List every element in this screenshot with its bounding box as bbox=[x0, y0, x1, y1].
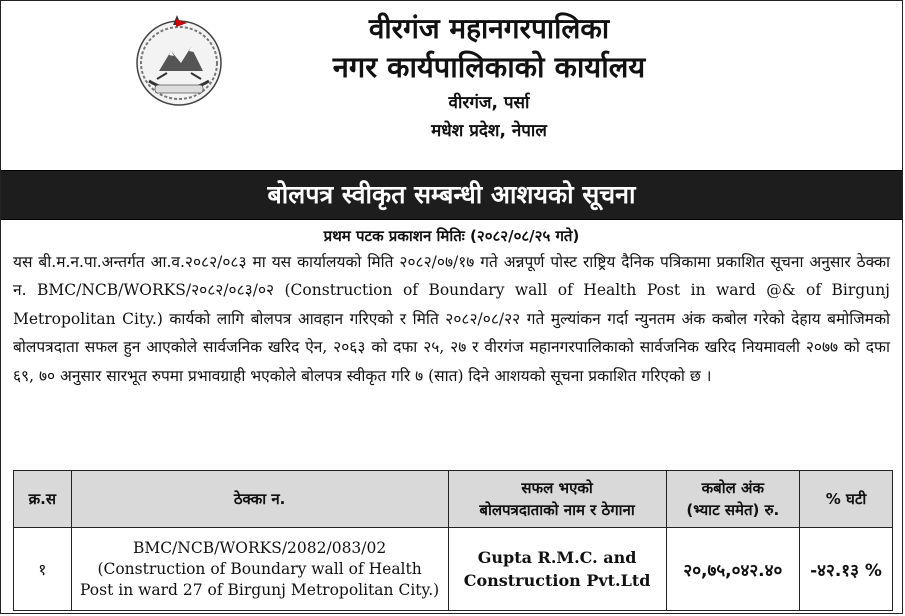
row-contract-line1: BMC/NCB/WORKS/2082/083/02 bbox=[132, 538, 387, 557]
office-city: वीरगंज, पर्सा bbox=[448, 93, 530, 113]
header-bidder-line1: सफल भएको bbox=[521, 479, 593, 497]
header-contract: ठेक्का न. bbox=[71, 471, 448, 528]
row-bidder-line1: Gupta R.M.C. and bbox=[477, 548, 637, 567]
row-bidder bbox=[448, 528, 666, 611]
row-percent: -४२.१३ % bbox=[800, 528, 893, 611]
header-amount-line1: कबोल अंक bbox=[701, 479, 764, 497]
row-contract-line2: (Construction of Boundary wall of Health bbox=[97, 559, 422, 578]
publication-date: प्रथम पटक प्रकाशन मितिः (२०८२/०८/२५ गते) bbox=[323, 227, 580, 245]
letterhead-text bbox=[246, 11, 882, 145]
header-sn: क्र.स bbox=[14, 471, 72, 528]
notice-body: यस बी.म.न.पा.अन्तर्गत आ.व.२०८२/०८३ मा यस कार्यालयको मिति २०८२/०७/१७ गते अन्नपूर्ण पोस्ट राष्ट्रिय दैनिक पत्रिकामा प्रकाशित सूचना अनुसार ठेक्का न. BMC/NCB/WORKS/२०८२/०८३/०२ (Construction of Boundary wall of Health Post in ward @& of Birgunj Metropolitan City.) कार्यको लागि बोलपत्र आवहान गरिएको र मिति २०८२/०८/२२ गते मुल्यांकन गर्दा न्युनतम अंक कबोल गरेको देहाय बमोजिमको बोलपत्रदाता सफल हुन आएकोले सार्वजनिक खरिद ऐन, २०६३ को दफा २५, २७ र वीरगंज महानगरपालिकाको सार्वजनिक खरिद नियमावली २०७७ को दफा ६९, ७० अनुसार सारभूत रुपमा प्रभावग्राही भएकोले बोलपत्र स्वीकृत गरि ७ (सात) दिने आशयको सूचना प्रकाशित गरिएको छ । bbox=[13, 253, 890, 385]
row-bidder-line2: Construction Pvt.Ltd bbox=[463, 571, 651, 590]
header-bidder-line2: बोलपत्रदाताको नाम र ठेगाना bbox=[479, 501, 635, 519]
header-percent: % घटी bbox=[800, 471, 893, 528]
header-amount-line2: (भ्याट समेत) रु. bbox=[686, 501, 780, 519]
award-table bbox=[13, 470, 893, 611]
row-amount: २०,७५,०४२.४० bbox=[666, 528, 799, 611]
office-province: मधेश प्रदेश, नेपाल bbox=[431, 121, 547, 141]
municipality-name: वीरगंज महानगरपालिका bbox=[368, 12, 610, 45]
row-contract bbox=[71, 528, 448, 611]
header-amount bbox=[666, 471, 799, 528]
letterhead bbox=[1, 1, 902, 170]
header-bidder bbox=[448, 471, 666, 528]
notice-title-banner: बोलपत्र स्वीकृत सम्बन्धी आशयको सूचना bbox=[1, 170, 902, 220]
table-row bbox=[14, 528, 893, 611]
row-sn: १ bbox=[14, 528, 72, 611]
row-contract-line3: Post in ward 27 of Birgunj Metropolitan City.) bbox=[80, 580, 440, 599]
table-header-row bbox=[14, 471, 893, 528]
office-name: नगर कार्यपालिकाको कार्यालय bbox=[332, 50, 646, 84]
